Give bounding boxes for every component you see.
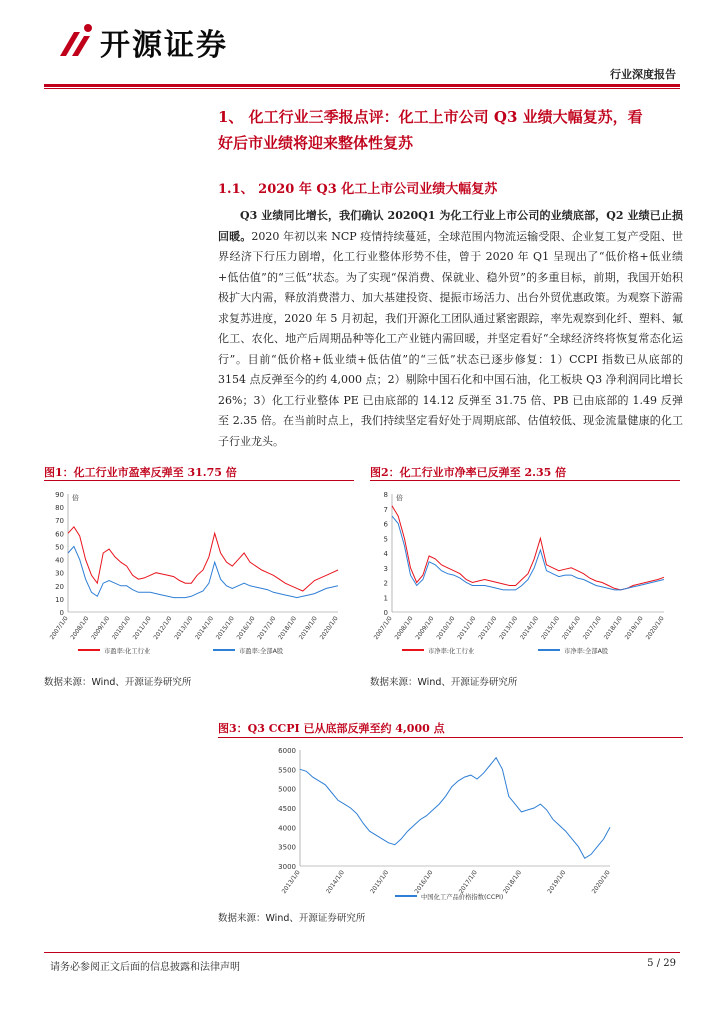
figure-3-rule — [218, 737, 683, 738]
x-tick-label: 2015/1/0 — [539, 615, 562, 641]
y-tick-label: 80 — [55, 504, 64, 513]
x-tick-label: 2017/1/0 — [256, 615, 278, 641]
y-tick-label: 90 — [55, 491, 64, 499]
y-tick-label: 3 — [383, 564, 388, 573]
subsection-heading: 1.1、 2020 年 Q3 化工上市公司业绩大幅复苏 — [218, 182, 498, 197]
y-tick-label: 5 — [383, 535, 388, 544]
y-tick-label: 10 — [55, 595, 64, 604]
series-line — [392, 506, 664, 590]
body-paragraph-lead: Q3 业绩同比增长，我们确认 2020Q1 为化工行业上市公司的业绩底部，Q2 业绩已止损回暖。 — [218, 209, 683, 243]
y-tick-label: 70 — [55, 517, 64, 526]
x-tick-label: 2009/1/0 — [90, 615, 112, 641]
brand-logo-icon — [52, 18, 102, 68]
x-tick-label: 2020/1/0 — [590, 869, 612, 895]
x-tick-label: 2007/1/0 — [48, 615, 70, 641]
y-tick-label: 7 — [383, 505, 388, 514]
y-tick-label: 3500 — [278, 843, 296, 852]
ccpi-chart — [260, 742, 640, 902]
figure-1-source: 数据来源：Wind、开源证券研究所 — [44, 677, 192, 688]
figure-2-rule — [370, 480, 680, 481]
body-paragraph-text: 2020 年初以来 NCP 疫情持续蔓延，全球范围内物流运输受限、企业复工复产受阻、世界经济下行压力剧增，化工行业整体形势不佳，曾于 2020 年 Q1 呈现出了“低价格+低业绩+低估值”的“三低”状态。为了实现“保消费、保就业、稳外贸”的多重目标，前期，我国开始积极扩大内需，释放消费潜力、加大基建投资、提振市场活力、出台外贸优惠政策。为观察下游需求复苏进度，2020 年 5 月初起，我们开源化工团队通过紧密跟踪，率先观察到化纤、塑料、氟化工、农化、地产后周期品种等化工产业链内需回暖，并坚定看好“全球经济终将恢复常态化运行”。目前“低价格+低业绩+低估值”的“三低”状态已逐步修复：1）CCPI 指数已从底部的 3154 点反弹至今的约 4,000 点；2）剔除中国石化和中国石油，化工板块 Q3 净利润同比增长 26%；3）化工行业整体 PE 已由底部的 14.12 反弹至 31.75 倍、PB 已由底部的 1.49 反弹至 2.35 倍。在当前时点上，我们持续坚定看好处于周期底部、估值较低、现金流量健康的化工子行业龙头。 — [218, 229, 683, 448]
x-tick-label: 2013/1/0 — [280, 869, 302, 895]
x-tick-label: 2020/1/0 — [318, 615, 340, 641]
figure-1-title: 图1：化工行业市盈率反弹至 31.75 倍 — [44, 466, 237, 479]
y-tick-label: 0 — [383, 609, 388, 617]
y-tick-label: 0 — [59, 609, 64, 617]
y-tick-label: 50 — [55, 543, 64, 552]
y-tick-label: 5500 — [278, 766, 296, 775]
figure-2-title: 图2：化工行业市净率已反弹至 2.35 倍 — [370, 466, 567, 479]
series-line — [392, 516, 664, 590]
y-tick-label: 60 — [55, 530, 64, 539]
x-tick-label: 2016/1/0 — [560, 615, 582, 641]
figure-2-source: 数据来源：Wind、开源证券研究所 — [370, 677, 518, 688]
x-tick-label: 2013/1/0 — [173, 615, 195, 641]
x-tick-label: 2008/1/0 — [69, 615, 91, 641]
header-rule-thin — [44, 88, 680, 89]
x-tick-label: 2010/1/0 — [110, 615, 132, 641]
x-tick-label: 2018/1/0 — [602, 615, 624, 641]
x-tick-label: 2017/1/0 — [457, 869, 479, 895]
x-tick-label: 2008/1/0 — [393, 615, 415, 641]
y-unit-label: 倍 — [396, 494, 403, 502]
y-tick-label: 30 — [55, 569, 64, 578]
document-type: 行业深度报告 — [610, 68, 676, 81]
x-tick-label: 2007/1/0 — [372, 615, 394, 641]
series-line — [68, 546, 338, 597]
y-tick-label: 2 — [383, 579, 388, 588]
x-tick-label: 2019/1/0 — [623, 615, 645, 641]
x-tick-label: 2019/1/0 — [297, 615, 319, 641]
y-unit-label: 倍 — [72, 494, 79, 502]
section-heading-cont: 好后市业绩将迎来整体性复苏 — [218, 134, 414, 152]
footer-disclaimer: 请务必参阅正文后面的信息披露和法律声明 — [50, 962, 240, 973]
x-tick-label: 2018/1/0 — [502, 869, 524, 895]
y-tick-label: 4 — [383, 550, 388, 558]
x-tick-label: 2020/1/0 — [644, 615, 666, 641]
y-tick-label: 20 — [55, 582, 64, 591]
y-tick-label: 4000 — [278, 824, 296, 833]
x-tick-label: 2017/1/0 — [581, 615, 603, 641]
figure-1-rule — [44, 480, 354, 481]
x-tick-label: 2012/1/0 — [152, 615, 174, 641]
footer-rule — [44, 952, 680, 953]
y-tick-label: 1 — [383, 594, 388, 603]
series-line — [300, 758, 610, 859]
y-tick-label: 40 — [55, 556, 64, 565]
page-number: 5 / 29 — [647, 958, 676, 969]
series-line — [68, 527, 338, 591]
legend-label: 市净率:化工行业 — [428, 648, 475, 655]
x-tick-label: 2016/1/0 — [413, 869, 435, 895]
legend-label: 市净率:全部A股 — [564, 648, 609, 655]
pe-ratio-chart — [44, 484, 354, 670]
body-paragraph — [218, 206, 683, 452]
x-tick-label: 2011/1/0 — [456, 615, 478, 641]
x-tick-label: 2009/1/0 — [414, 615, 436, 641]
figure-3-source: 数据来源：Wind、开源证券研究所 — [218, 913, 366, 924]
x-tick-label: 2014/1/0 — [324, 869, 346, 895]
section-heading: 1、 化工行业三季报点评：化工上市公司 Q3 业绩大幅复苏，看 — [218, 108, 643, 126]
y-tick-label: 5000 — [278, 785, 296, 794]
x-tick-label: 2014/1/0 — [519, 615, 541, 641]
y-tick-label: 6 — [383, 520, 388, 529]
x-tick-label: 2018/1/0 — [277, 615, 299, 641]
y-tick-label: 3000 — [278, 863, 296, 871]
y-tick-label: 6000 — [278, 747, 296, 755]
figure-3-title: 图3：Q3 CCPI 已从底部反弹至约 4,000 点 — [218, 722, 445, 735]
legend-label: 市盈率:全部A股 — [239, 648, 284, 655]
x-tick-label: 2015/1/0 — [369, 869, 391, 895]
x-tick-label: 2014/1/0 — [193, 615, 216, 641]
y-tick-label: 8 — [383, 491, 388, 499]
x-tick-label: 2012/1/0 — [477, 615, 499, 641]
x-tick-label: 2019/1/0 — [546, 869, 568, 895]
x-tick-label: 2013/1/0 — [498, 615, 520, 641]
header-rule — [44, 84, 680, 87]
y-tick-label: 4500 — [278, 805, 296, 813]
x-tick-label: 2016/1/0 — [235, 615, 257, 641]
x-tick-label: 2010/1/0 — [435, 615, 457, 641]
brand-name: 开源证券 — [100, 28, 228, 63]
legend-label: 中国化工产品价格指数(CCPI) — [421, 894, 504, 901]
x-tick-label: 2015/1/0 — [214, 615, 236, 641]
x-tick-label: 2011/1/0 — [131, 615, 153, 641]
pb-ratio-chart — [370, 484, 680, 670]
legend-label: 市盈率:化工行业 — [104, 648, 151, 655]
